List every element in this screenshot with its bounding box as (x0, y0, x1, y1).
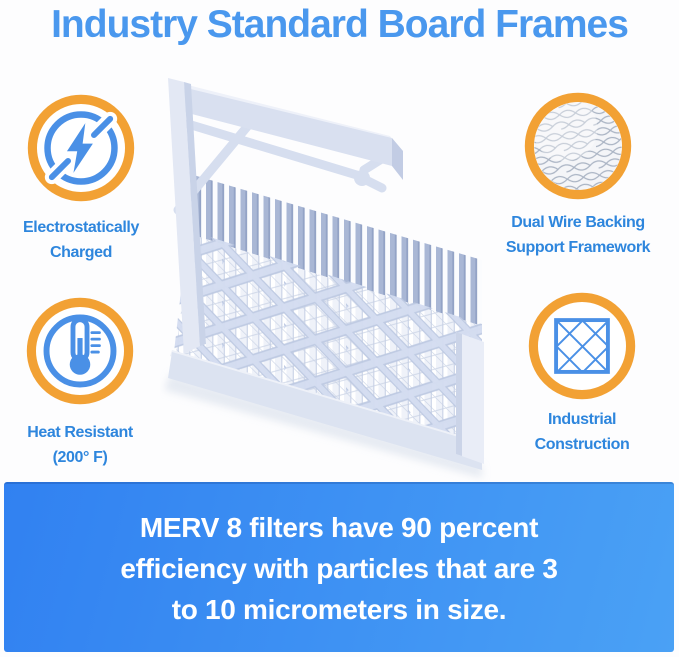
lightning-circle-icon (27, 94, 135, 202)
feature-dual-wire-backing (503, 92, 653, 260)
feature-electrostatically-charged (6, 94, 156, 265)
filter-top-rail-fold (392, 138, 403, 180)
feature-industrial-construction (507, 292, 657, 457)
banner-text-line: efficiency with particles that are 3 (120, 552, 558, 584)
merv-info-banner (4, 482, 674, 652)
page-title: Industry Standard Board Frames (51, 3, 628, 46)
wire-mesh-icon (524, 92, 632, 200)
pleated-air-filter-illustration (160, 74, 505, 486)
banner-text-line: MERV 8 filters have 90 percent (139, 511, 539, 543)
banner-text-line: to 10 micrometers in size. (171, 593, 507, 625)
feature-label: Heat Resistant (200° F) (27, 424, 133, 466)
diamond-lattice-icon (528, 292, 636, 400)
feature-label: Dual Wire Backing Support Framework (505, 214, 651, 256)
strap-knot (354, 170, 370, 186)
thermometer-icon (26, 297, 134, 405)
filter-end-cap-shade (456, 332, 462, 456)
feature-label: Industrial Construction (534, 411, 630, 453)
feature-heat-resistant (5, 297, 155, 470)
feature-label: Electrostatically Charged (23, 219, 139, 261)
